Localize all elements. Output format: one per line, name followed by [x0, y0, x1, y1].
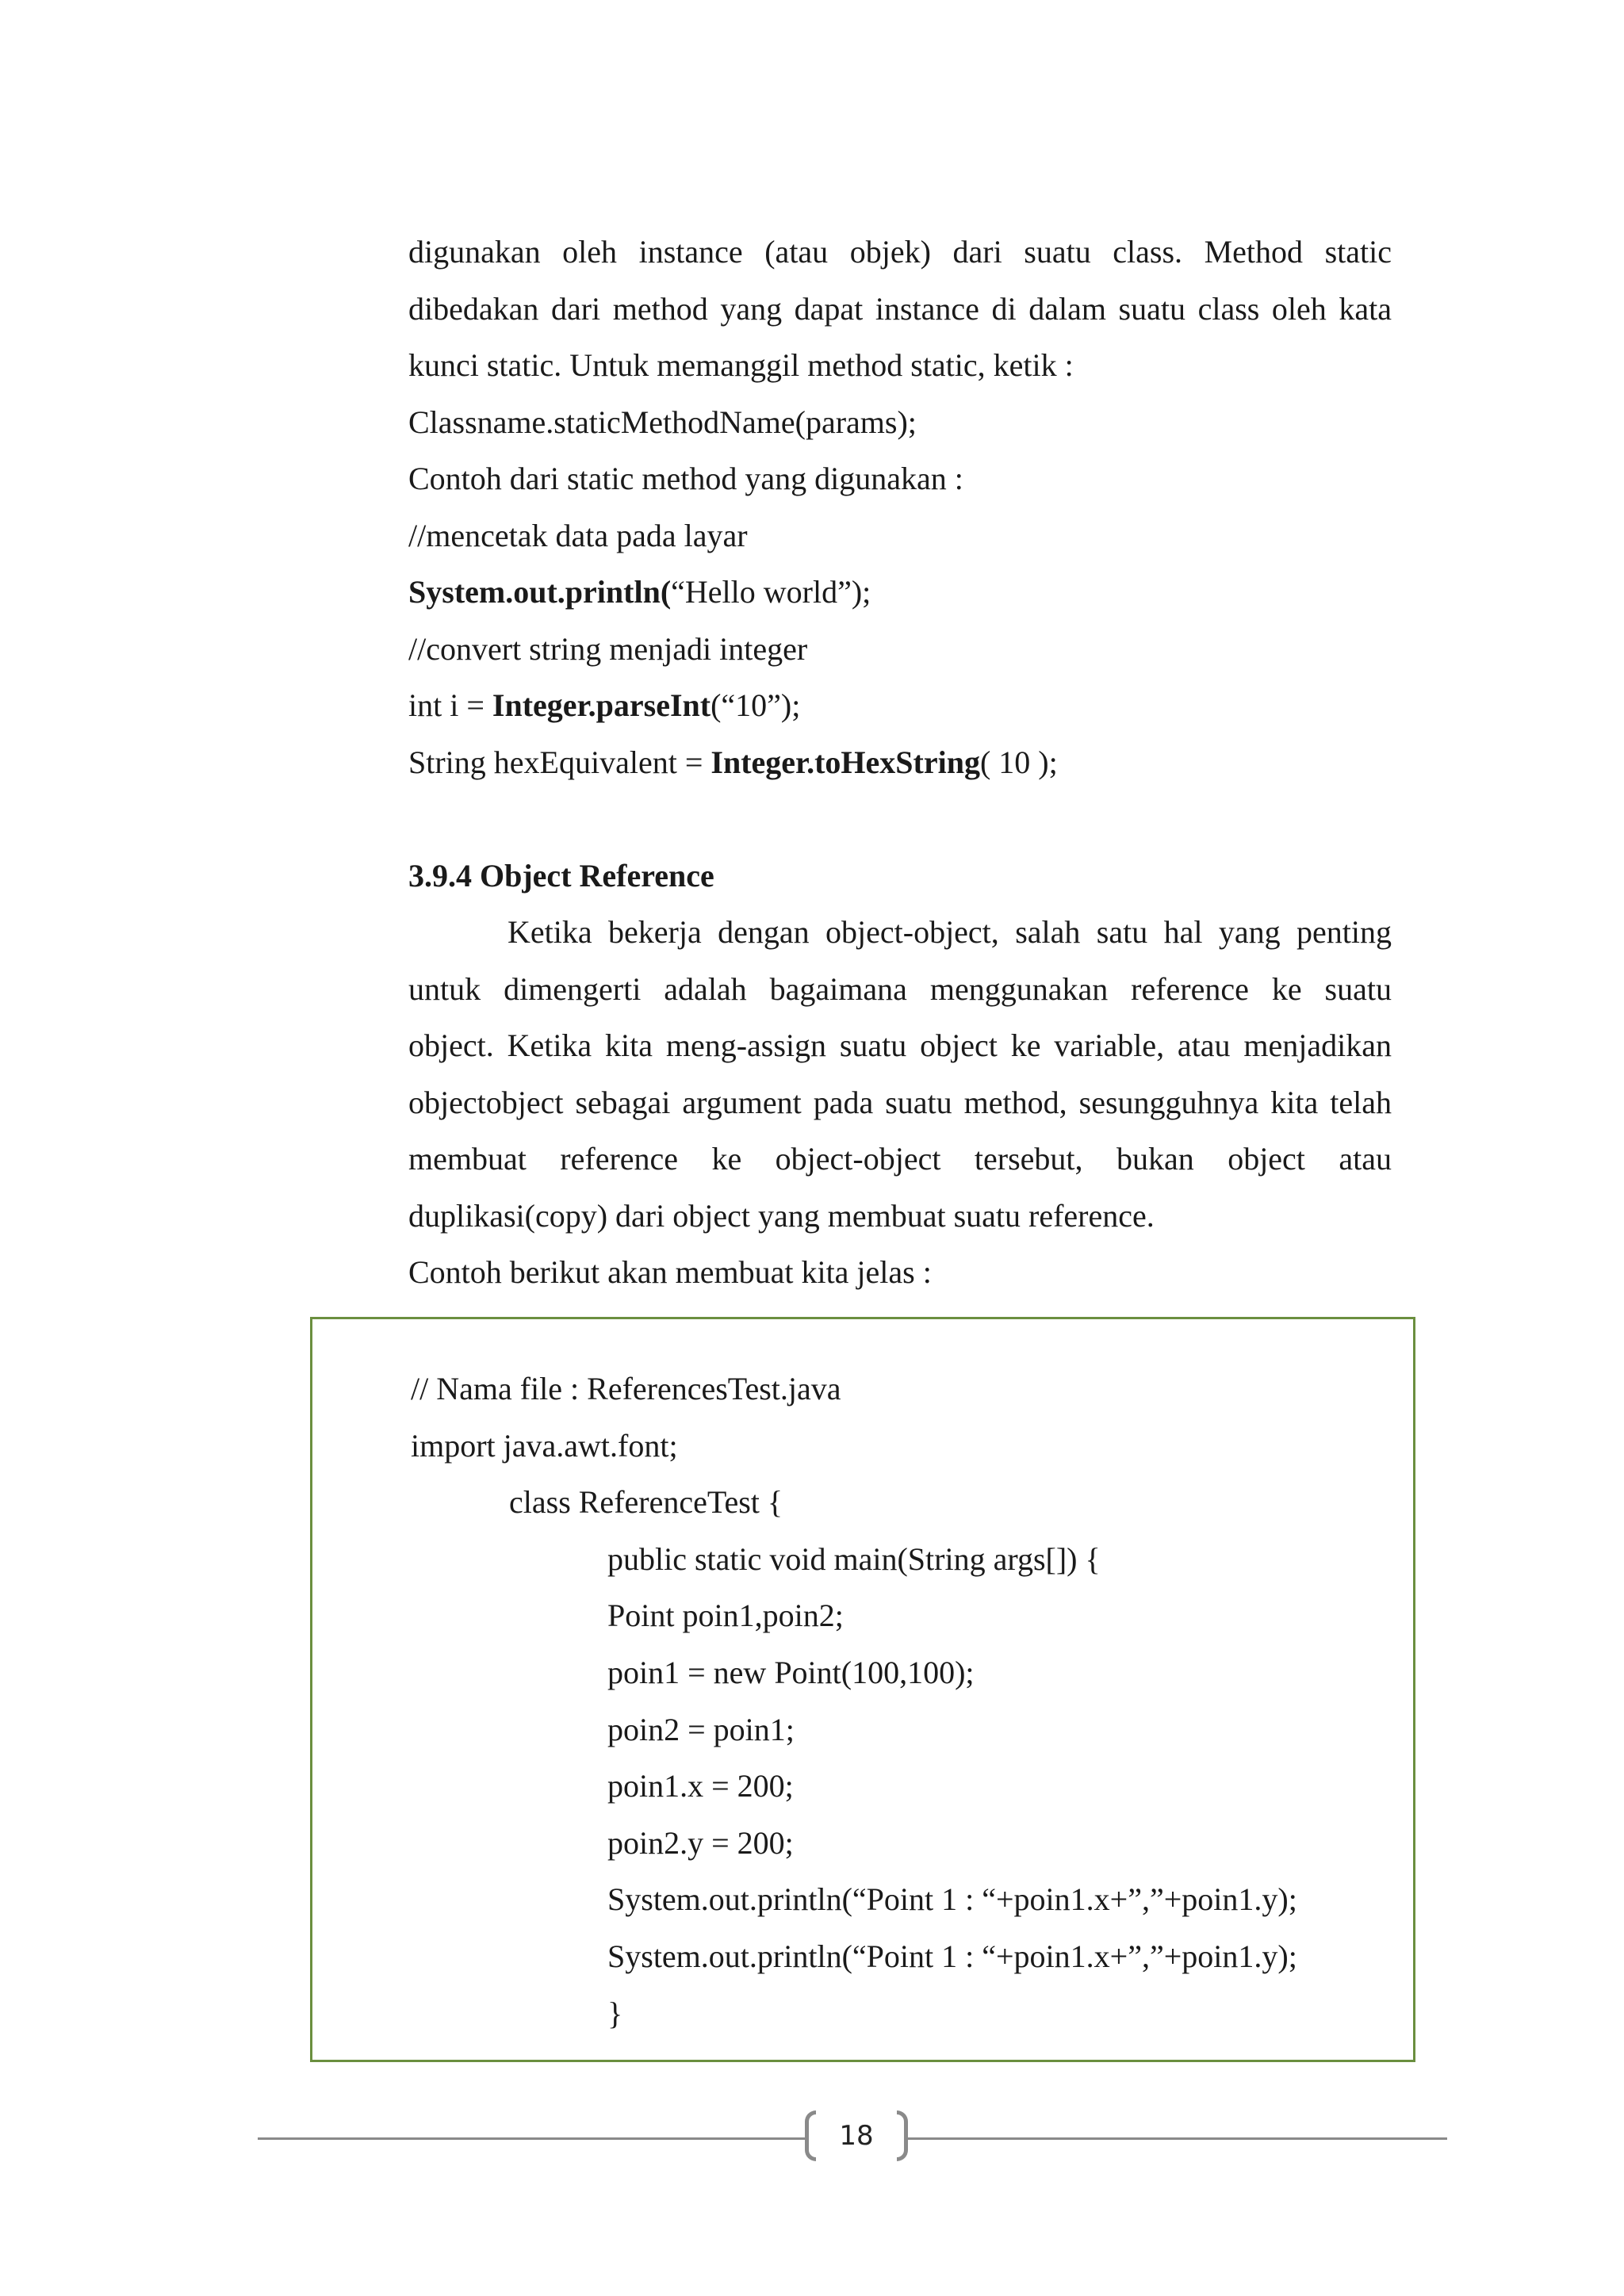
code-listing	[411, 1360, 1402, 2042]
footer-rule-right	[908, 2137, 1447, 2140]
code-line: System.out.println(“Point 1 : “+poin1.x+”,”+poin1.y);	[607, 1938, 1297, 1974]
footer-rule-left	[258, 2137, 805, 2140]
code-segment: String hexEquivalent =	[408, 744, 711, 780]
code-bold-segment: System.out.println(	[408, 574, 672, 610]
code-line: }	[607, 1995, 623, 2031]
code-line: poin1 = new Point(100,100);	[607, 1654, 975, 1690]
code-line: import java.awt.font;	[411, 1427, 678, 1464]
paragraph-line: object. Ketika kita meng-assign suatu object ke variable, atau menjadikan	[408, 1027, 1392, 1063]
code-line: // Nama file : ReferencesTest.java	[411, 1371, 841, 1406]
paragraph-line: Ketika bekerja dengan object-object, salah satu hal yang penting	[508, 914, 1392, 950]
code-line: public static void main(String args[]) {	[607, 1540, 1101, 1577]
paragraph-line: membuat reference ke object-object tersebut, bukan object atau	[408, 1141, 1392, 1177]
code-segment: int i =	[408, 687, 492, 723]
paragraph-line: untuk dimengerti adalah bagaimana menggunakan reference ke suatu	[408, 970, 1392, 1007]
page-number: 18	[839, 2120, 874, 2152]
code-segment: “Hello world”);	[671, 574, 871, 610]
code-line: class ReferenceTest {	[509, 1484, 783, 1521]
code-example-line: Classname.staticMethodName(params);	[408, 404, 917, 440]
page-footer	[258, 2107, 1447, 2171]
code-line: poin2 = poin1;	[607, 1711, 795, 1747]
code-bold-segment: Integer.toHexString	[710, 744, 980, 780]
paragraph-line: dibedakan dari method yang dapat instance di dalam suatu class oleh kata	[408, 290, 1392, 327]
left-bracket-icon	[805, 2110, 816, 2161]
code-listing-box	[310, 1317, 1415, 2062]
code-comment-line: //mencetak data pada layar	[408, 517, 748, 553]
code-bold-segment: Integer.parseInt	[492, 687, 711, 723]
right-bracket-icon	[897, 2110, 908, 2161]
code-segment: ( 10 );	[979, 744, 1058, 780]
section-heading: 3.9.4 Object Reference	[408, 857, 714, 894]
paragraph-line: kunci static. Untuk memanggil method static, ketik :	[408, 347, 1074, 383]
code-example-line	[408, 677, 1392, 734]
code-line: poin1.x = 200;	[607, 1768, 794, 1804]
paragraph-line: Contoh dari static method yang digunakan :	[408, 461, 963, 496]
code-example-line	[408, 564, 1392, 621]
spacer	[408, 790, 1392, 848]
code-line: poin2.y = 200;	[607, 1824, 794, 1861]
code-line: Point poin1,poin2;	[607, 1598, 844, 1634]
code-example-line	[408, 734, 1392, 791]
paragraph-line: duplikasi(copy) dari object yang membuat suatu reference.	[408, 1197, 1155, 1234]
code-segment: (“10”);	[710, 687, 801, 723]
body-text	[408, 224, 1392, 1301]
code-line: System.out.println(“Point 1 : “+poin1.x+”,”+poin1.y);	[607, 1881, 1297, 1918]
paragraph-line: objectobject sebagai argument pada suatu method, sesungguhnya kita telah	[408, 1084, 1392, 1120]
paragraph-line: Contoh berikut akan membuat kita jelas :	[408, 1254, 932, 1290]
code-comment-line: //convert string menjadi integer	[408, 630, 808, 667]
paragraph-line: digunakan oleh instance (atau objek) dari suatu class. Method static	[408, 234, 1392, 270]
